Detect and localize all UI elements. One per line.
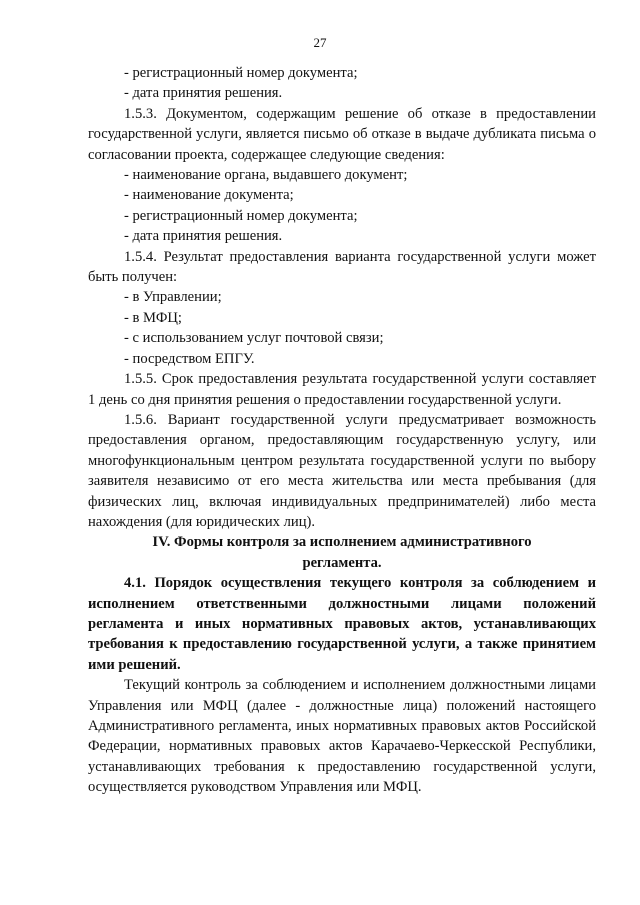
list-item: - наименование документа; [124, 187, 294, 204]
list-item: - в Управлении; [124, 289, 222, 306]
paragraph-1-5-6: 1.5.6. Вариант государственной услуги предусматривает возможность предоставления органом, предоставляющим государственную услугу, или многофункциональным центром результата государственной услуги по выбору заявителя независимо от его места жительства или места пребывания (для физических лиц, включая индивидуальных предпринимателей) либо места нахождения (для юридических лиц). [88, 411, 596, 530]
paragraph-current-control: Текущий контроль за соблюдением и исполнением должностными лицами Управления или МФЦ (далее - должностные лица) положений настоящего Административного регламента, иных нормативных правовых актов Российской Федерации, нормативных правовых актов Карачаево-Черкесской Республики, устанавливающих требования к предоставлению государственной услуги, осуществляется руководством Управления или МФЦ. [88, 677, 596, 796]
list-item: - с использованием услуг почтовой связи; [124, 330, 384, 347]
page-number: 27 [313, 35, 327, 50]
paragraph-4-1: 4.1. Порядок осуществления текущего контроля за соблюдением и исполнением ответственными должностными лицами положений регламента и иных нормативных правовых актов, устанавливающих требования к предоставлению государственной услуги, а также принятием ими решений. [88, 575, 596, 673]
list-item: - в МФЦ; [124, 309, 182, 326]
list-item: - регистрационный номер документа; [124, 65, 358, 81]
paragraph-1-5-5: 1.5.5. Срок предоставления результата государственной услуги составляет 1 день со дня принятия решения о предоставлении государственной услуги. [88, 371, 596, 408]
paragraph-1-5-4: 1.5.4. Результат предоставления варианта государственной услуги может быть получен: [88, 248, 596, 286]
list-item: - дата принятия решения. [124, 228, 283, 245]
paragraph-1-5-3: 1.5.3. Документом, содержащим решение об отказе в предоставлении государственной услуги, является письмо об отказе в выдаче дубликата письма о согласовании проекта, содержащее следующие сведения: [88, 105, 596, 163]
list-item: - наименование органа, выдавшего документ; [124, 167, 408, 184]
list-item: - регистрационный номер документа; [124, 207, 358, 224]
section-title: IV. Формы контроля за исполнением административного [152, 534, 532, 551]
document-body [88, 63, 596, 798]
list-item: - посредством ЕПГУ. [124, 350, 255, 367]
list-item: - дата принятия решения. [124, 85, 283, 102]
section-title-continued: регламента. [302, 554, 382, 571]
